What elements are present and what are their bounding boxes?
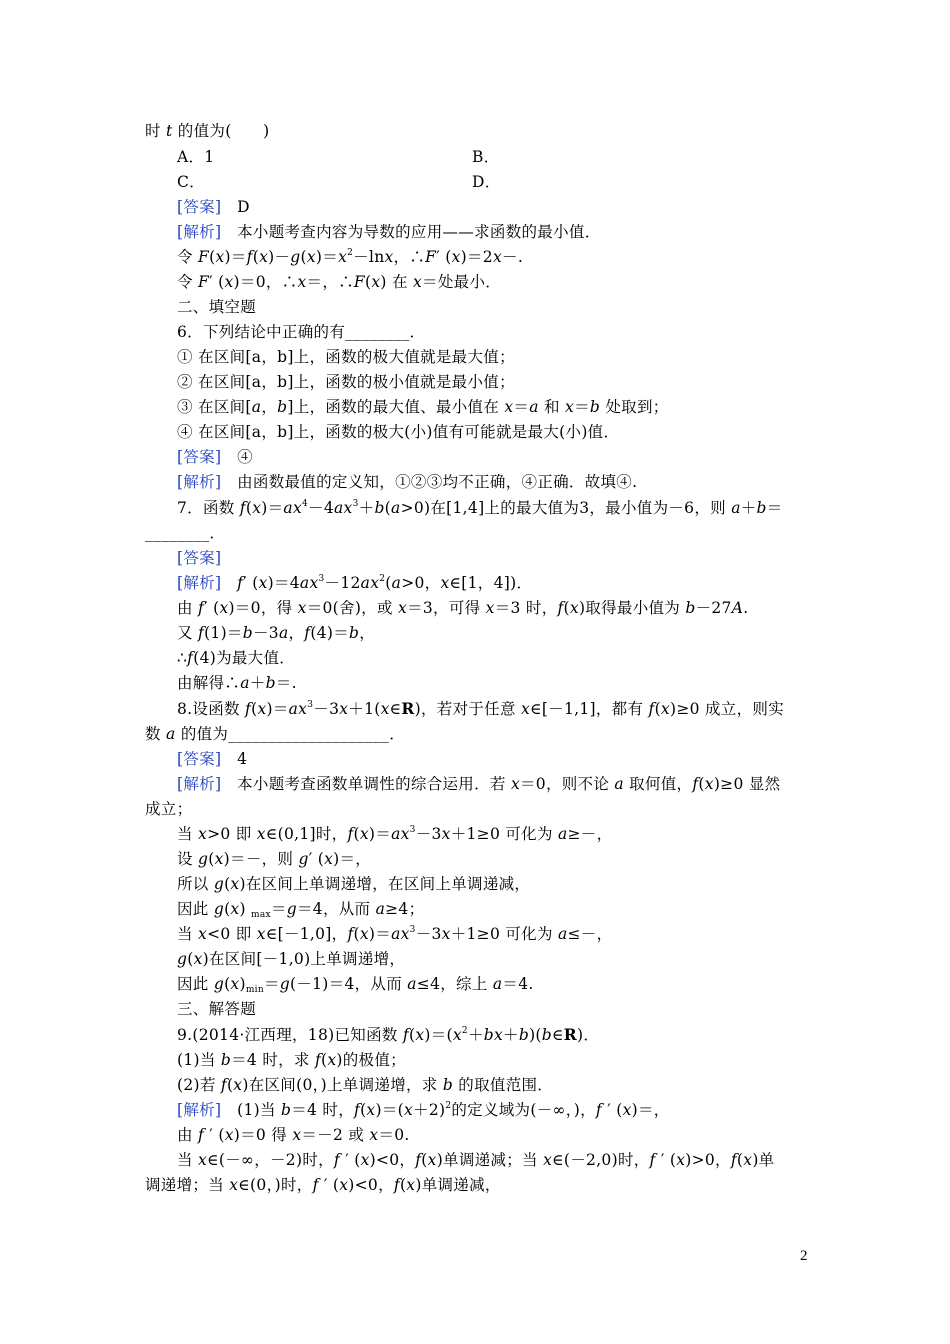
q5-analysis-line3: 令 F′ (x)＝0，∴x＝，∴F(x) 在 x＝处最小．: [177, 273, 502, 291]
q8-analysis-line6: 因此 g(x) $_{max}$＝g＝4，从而 a≥4；: [177, 900, 425, 920]
q7-answer: [答案]: [177, 549, 222, 567]
q6-stem: 6．下列结论中正确的有________．: [177, 323, 426, 341]
q5-analysis: [解析] 本小题考查内容为导数的应用——求函数的最小值．: [177, 223, 601, 241]
q6-answer: [答案] ④: [177, 448, 253, 466]
q8-analysis-line8: g(x)在区间[－1,0)上单调递增，: [177, 950, 406, 968]
q9-analysis: [解析] (1)当 b＝4 时，$f(x)=(x+2)^2$的定义域为(－∞，)，f ′ (x)＝，: [177, 1101, 670, 1119]
q5-analysis-line2: 令 $F(x)=f(x)-g(x)=x^2-\ln x$，∴F′ (x)＝2x－.: [177, 248, 524, 266]
q9-analysis-line4: 调递增；当 x∈(0，)时，f ′ (x)<0，f(x)单调递减，: [145, 1176, 501, 1194]
analysis-tag: [解析]: [177, 223, 222, 241]
q7-blank: ________．: [145, 524, 226, 542]
q7-stem: 7．函数 $f(x)=ax^4-4ax^3+b(a>0)$在[1,4]上的最大值为3，最小值为－6，则 a＋b＝: [177, 499, 783, 517]
q8-analysis-line3: 当 x>0 即 x∈(0,1]时，$f(x)=ax^3-3x+1\ge 0$ 可化为 a≥－，: [177, 825, 613, 843]
q7-analysis-line5: 由解得∴a＋b＝.: [177, 674, 297, 692]
q8-stem: 8.设函数 $f(x)=ax^3-3x+1(x\in R)$，若对于任意 x∈[－1,1]，都有 f(x)≥0 成立，则实: [177, 699, 785, 718]
q8-answer: [答案] 4: [177, 750, 248, 768]
q6-choice-3: ③ 在区间[a，b]上，函数的最大值、最小值在 x＝a 和 x＝b 处取到；: [177, 398, 669, 416]
q7-analysis-line4: ∴f(4)为最大值．: [177, 649, 296, 667]
q8-stem-line2: 数 a 的值为____________________．: [145, 725, 406, 743]
q9-analysis-line2: 由 f ′ (x)＝0 得 x＝－2 或 x＝0.: [177, 1126, 410, 1144]
q8-analysis-line5: 所以 g(x)在区间上单调递增，在区间上单调递减，: [177, 875, 531, 893]
q8-analysis-line9: 因此 $g(x)_{min}=g(-1)=4$，从而 a≤4，综上 a＝4.: [177, 975, 534, 995]
answer-tag: [答案]: [177, 198, 222, 216]
q9-part1: (1)当 b＝4 时，求 f(x)的极值；: [177, 1051, 406, 1069]
q8-analysis-line7: 当 x<0 即 x∈[－1,0]，$f(x)=ax^3-3x+1\ge 0$ 可化为 a≤－，: [177, 925, 613, 943]
q5-option-a: A．1: [177, 148, 215, 166]
section-heading-solve: 三、解答题: [177, 1000, 257, 1018]
q9-stem: 9.(2014·江西理，18)已知函数 $f(x)=(x^2+bx+b)(b\in R)$．: [177, 1025, 600, 1044]
q5-option-b: B．: [472, 148, 500, 166]
q6-choice-4: ④ 在区间[a，b]上，函数的极大(小)值有可能就是最大(小)值．: [177, 423, 620, 441]
q8-analysis-line2: 成立；: [145, 800, 193, 818]
q6-analysis: [解析] 由函数最值的定义知，①②③均不正确，④正确．故填④.: [177, 473, 638, 491]
q9-part2: (2)若 f(x)在区间(0，)上单调递增，求 b 的取值范围．: [177, 1076, 554, 1094]
q5-answer: [答案] D: [177, 198, 250, 216]
q8-analysis-line4: 设 g(x)＝－，则 g′ (x)＝，: [177, 850, 372, 868]
q6-choice-1: ① 在区间[a，b]上，函数的极大值就是最大值；: [177, 348, 515, 366]
q5-stem-tail: 时 t 的值为( ): [145, 122, 270, 140]
q5-option-c: C．: [177, 173, 205, 191]
page-number: 2: [800, 1248, 808, 1264]
q6-choice-2: ② 在区间[a，b]上，函数的极小值就是最小值；: [177, 373, 515, 391]
q9-analysis-line3: 当 x∈(－∞，－2)时，f ′ (x)<0，f(x)单调递减；当 x∈(－2,0)时，f ′ (x)>0，f(x)单: [177, 1151, 775, 1169]
q7-analysis-line2: 由 f′ (x)＝0，得 x＝0(舍)，或 x＝3，可得 x＝3 时，f(x)取得最小值为 b－27A.: [177, 599, 749, 617]
q5-option-d: D．: [472, 173, 501, 191]
q7-analysis: [解析] f′ $(x)=4ax^3-12ax^2(a>0$，x∈[1，4])．: [177, 574, 533, 592]
q8-analysis: [解析] 本小题考查函数单调性的综合运用．若 x＝0，则不论 a 取何值，f(x)≥0 显然: [177, 775, 781, 793]
section-heading-fill-blank: 二、填空题: [177, 298, 257, 316]
q7-analysis-line3: 又 f(1)＝b－3a，f(4)＝b，: [177, 624, 376, 642]
